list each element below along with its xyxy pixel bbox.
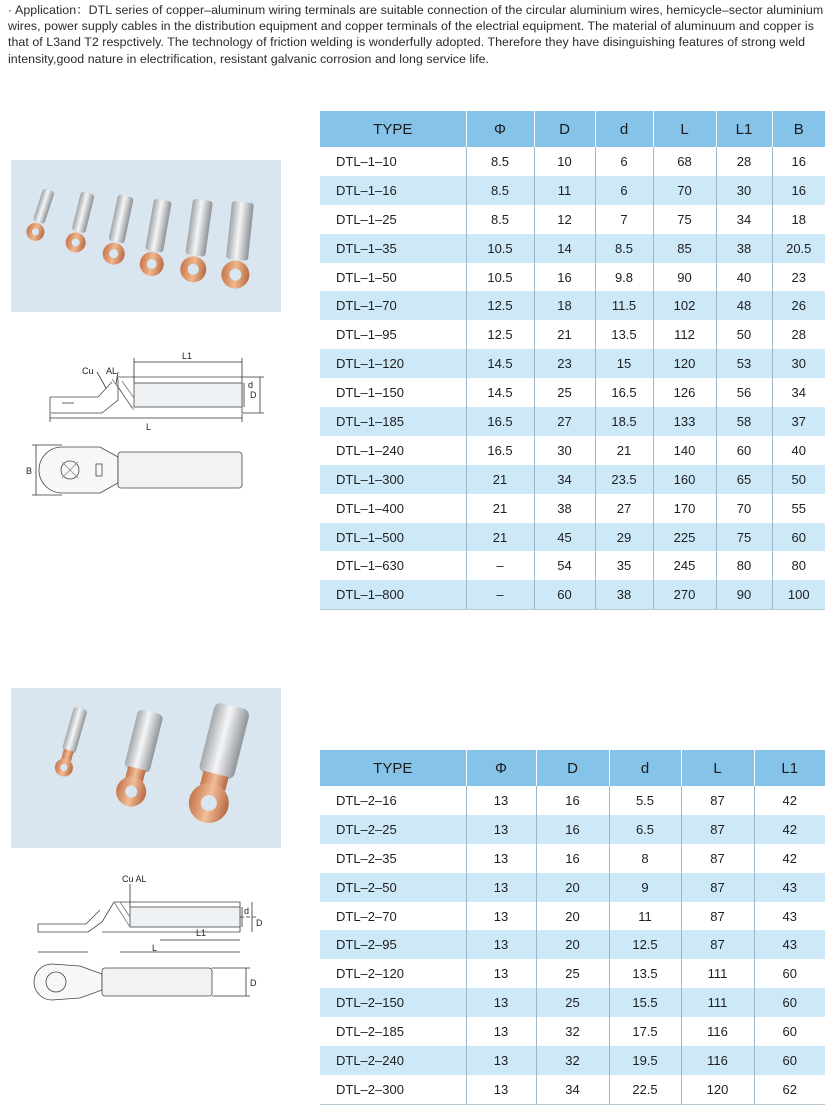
- table-row: [320, 815, 825, 844]
- table-row: [320, 551, 825, 580]
- terminal-medium: [113, 708, 166, 809]
- type-cell: DTL–2–25: [320, 815, 466, 844]
- value-cell: 8.5: [595, 234, 653, 263]
- value-cell: 13: [466, 815, 536, 844]
- value-cell: 55: [772, 494, 825, 523]
- value-cell: 16: [536, 786, 609, 815]
- type-cell: DTL–1–10: [320, 147, 466, 176]
- product-photo-dtl1: [11, 160, 281, 312]
- column-header: d: [609, 750, 681, 786]
- table-row: [320, 291, 825, 320]
- value-cell: 20.5: [772, 234, 825, 263]
- value-cell: 13: [466, 988, 536, 1017]
- value-cell: 30: [716, 176, 772, 205]
- value-cell: 21: [534, 320, 595, 349]
- table-row: [320, 1075, 825, 1104]
- value-cell: 28: [716, 147, 772, 176]
- type-cell: DTL–1–25: [320, 205, 466, 234]
- value-cell: 133: [653, 407, 716, 436]
- value-cell: 13: [466, 930, 536, 959]
- value-cell: 34: [716, 205, 772, 234]
- value-cell: 8.5: [466, 205, 534, 234]
- value-cell: 21: [466, 465, 534, 494]
- value-cell: 60: [754, 1046, 825, 1075]
- table-row: [320, 988, 825, 1017]
- value-cell: 120: [681, 1075, 754, 1104]
- label-d-small: d: [248, 380, 254, 390]
- value-cell: 102: [653, 291, 716, 320]
- label-b: B: [26, 466, 33, 476]
- value-cell: 87: [681, 786, 754, 815]
- value-cell: 43: [754, 873, 825, 902]
- value-cell: 25: [534, 378, 595, 407]
- label-al: AL: [106, 366, 118, 376]
- column-header: Φ: [466, 111, 534, 147]
- value-cell: 20: [536, 873, 609, 902]
- table-row: [320, 902, 825, 931]
- value-cell: 13.5: [609, 959, 681, 988]
- label-d-big: D: [250, 390, 257, 400]
- value-cell: 126: [653, 378, 716, 407]
- value-cell: 21: [466, 494, 534, 523]
- value-cell: 13: [466, 1046, 536, 1075]
- value-cell: 9.8: [595, 263, 653, 292]
- type-cell: DTL–2–240: [320, 1046, 466, 1075]
- value-cell: 62: [754, 1075, 825, 1104]
- value-cell: 30: [772, 349, 825, 378]
- value-cell: 23.5: [595, 465, 653, 494]
- value-cell: 11: [534, 176, 595, 205]
- type-cell: DTL–1–50: [320, 263, 466, 292]
- value-cell: 87: [681, 873, 754, 902]
- terminal-5: [179, 198, 216, 284]
- value-cell: 40: [716, 263, 772, 292]
- value-cell: 11.5: [595, 291, 653, 320]
- value-cell: 29: [595, 523, 653, 552]
- value-cell: 8.5: [466, 176, 534, 205]
- table-row: [320, 580, 825, 609]
- type-cell: DTL–2–16: [320, 786, 466, 815]
- column-header: L: [681, 750, 754, 786]
- table-header-row: [320, 111, 825, 147]
- value-cell: 5.5: [609, 786, 681, 815]
- column-header: L1: [754, 750, 825, 786]
- value-cell: 70: [653, 176, 716, 205]
- value-cell: 32: [536, 1046, 609, 1075]
- table-row: [320, 147, 825, 176]
- table-row: [320, 1046, 825, 1075]
- value-cell: 16: [534, 263, 595, 292]
- type-cell: DTL–2–300: [320, 1075, 466, 1104]
- type-cell: DTL–1–800: [320, 580, 466, 609]
- value-cell: 50: [716, 320, 772, 349]
- value-cell: 14: [534, 234, 595, 263]
- terminal-1: [24, 187, 57, 243]
- value-cell: 21: [466, 523, 534, 552]
- technical-drawing-dtl2: [30, 872, 280, 1020]
- value-cell: 13: [466, 844, 536, 873]
- value-cell: 116: [681, 1017, 754, 1046]
- type-cell: DTL–2–150: [320, 988, 466, 1017]
- top-view: [32, 445, 242, 495]
- table-row: [320, 494, 825, 523]
- table-row: [320, 436, 825, 465]
- value-cell: 40: [772, 436, 825, 465]
- value-cell: 65: [716, 465, 772, 494]
- value-cell: 38: [716, 234, 772, 263]
- table-row: [320, 465, 825, 494]
- value-cell: 9: [609, 873, 681, 902]
- value-cell: 6.5: [609, 815, 681, 844]
- label-l: L: [152, 943, 158, 953]
- value-cell: 42: [754, 815, 825, 844]
- value-cell: 30: [534, 436, 595, 465]
- column-header: TYPE: [320, 111, 466, 147]
- value-cell: 245: [653, 551, 716, 580]
- value-cell: 25: [536, 959, 609, 988]
- table-row: [320, 205, 825, 234]
- table-row: [320, 407, 825, 436]
- type-cell: DTL–1–185: [320, 407, 466, 436]
- column-header: B: [772, 111, 825, 147]
- front-view: [34, 964, 250, 1000]
- value-cell: 27: [534, 407, 595, 436]
- value-cell: 225: [653, 523, 716, 552]
- value-cell: 23: [534, 349, 595, 378]
- value-cell: 27: [595, 494, 653, 523]
- value-cell: 15.5: [609, 988, 681, 1017]
- value-cell: 34: [536, 1075, 609, 1104]
- value-cell: 90: [653, 263, 716, 292]
- value-cell: 32: [536, 1017, 609, 1046]
- label-l1: L1: [196, 928, 207, 938]
- type-cell: DTL–2–50: [320, 873, 466, 902]
- value-cell: 13: [466, 959, 536, 988]
- type-cell: DTL–1–500: [320, 523, 466, 552]
- value-cell: 15: [595, 349, 653, 378]
- value-cell: 43: [754, 902, 825, 931]
- type-cell: DTL–1–70: [320, 291, 466, 320]
- value-cell: 68: [653, 147, 716, 176]
- value-cell: 116: [681, 1046, 754, 1075]
- table-row: [320, 320, 825, 349]
- value-cell: 54: [534, 551, 595, 580]
- value-cell: 90: [716, 580, 772, 609]
- column-header: Φ: [466, 750, 536, 786]
- value-cell: 12.5: [466, 320, 534, 349]
- type-cell: DTL–1–16: [320, 176, 466, 205]
- value-cell: 75: [653, 205, 716, 234]
- label-d-big: D: [256, 918, 263, 928]
- terminal-4: [138, 198, 175, 278]
- value-cell: 8.5: [466, 147, 534, 176]
- terminal-6: [220, 201, 257, 290]
- type-cell: DTL–2–185: [320, 1017, 466, 1046]
- terminal-2: [64, 191, 98, 255]
- application-text: Application：DTL series of copper–aluminum wiring terminals are suitable connection of the circular aluminium wires, hemicycle–sector aluminium wires, power supply cables in the distribution equipment and copper terminals of the electrial equipment. The material of aluminuum and copper is that of L3and T2 respctively. The technology of friction welding is wonderfully adopted. Therefore they have disinguishing features of strong weld intensity,good nature in electrification, resistant galvanic corrosion and long service life.: [8, 3, 824, 66]
- value-cell: 16.5: [595, 378, 653, 407]
- value-cell: 12.5: [609, 930, 681, 959]
- spec-table-dtl1: [320, 111, 825, 610]
- value-cell: 42: [754, 786, 825, 815]
- value-cell: 48: [716, 291, 772, 320]
- value-cell: 6: [595, 147, 653, 176]
- type-cell: DTL–1–95: [320, 320, 466, 349]
- value-cell: –: [466, 551, 534, 580]
- value-cell: 13: [466, 1017, 536, 1046]
- value-cell: 20: [536, 902, 609, 931]
- value-cell: 14.5: [466, 378, 534, 407]
- table-row: [320, 873, 825, 902]
- column-header: TYPE: [320, 750, 466, 786]
- value-cell: 80: [772, 551, 825, 580]
- table-row: [320, 349, 825, 378]
- value-cell: 16.5: [466, 436, 534, 465]
- type-cell: DTL–1–150: [320, 378, 466, 407]
- value-cell: 28: [772, 320, 825, 349]
- value-cell: 170: [653, 494, 716, 523]
- table-row: [320, 786, 825, 815]
- value-cell: 21: [595, 436, 653, 465]
- column-header: d: [595, 111, 653, 147]
- value-cell: 53: [716, 349, 772, 378]
- value-cell: 34: [772, 378, 825, 407]
- value-cell: 60: [754, 988, 825, 1017]
- value-cell: 112: [653, 320, 716, 349]
- value-cell: 16: [536, 815, 609, 844]
- column-header: D: [536, 750, 609, 786]
- label-d-front: D: [250, 978, 257, 988]
- type-cell: DTL–1–630: [320, 551, 466, 580]
- value-cell: 270: [653, 580, 716, 609]
- technical-drawing-dtl1: [22, 340, 282, 500]
- table-row: [320, 959, 825, 988]
- terminal-small: [53, 706, 90, 779]
- terminal-large: [185, 701, 253, 827]
- value-cell: 75: [716, 523, 772, 552]
- value-cell: 80: [716, 551, 772, 580]
- value-cell: 25: [536, 988, 609, 1017]
- value-cell: 14.5: [466, 349, 534, 378]
- value-cell: 85: [653, 234, 716, 263]
- value-cell: 26: [772, 291, 825, 320]
- value-cell: 60: [754, 1017, 825, 1046]
- type-cell: DTL–1–35: [320, 234, 466, 263]
- value-cell: 13: [466, 786, 536, 815]
- value-cell: 87: [681, 902, 754, 931]
- value-cell: –: [466, 580, 534, 609]
- table-row: [320, 234, 825, 263]
- value-cell: 60: [534, 580, 595, 609]
- table-row: [320, 1017, 825, 1046]
- table-header-row: [320, 750, 825, 786]
- value-cell: 11: [609, 902, 681, 931]
- value-cell: 13: [466, 902, 536, 931]
- value-cell: 50: [772, 465, 825, 494]
- table-row: [320, 263, 825, 292]
- bullet: ·: [8, 3, 13, 17]
- value-cell: 56: [716, 378, 772, 407]
- value-cell: 10: [534, 147, 595, 176]
- value-cell: 19.5: [609, 1046, 681, 1075]
- value-cell: 87: [681, 844, 754, 873]
- type-cell: DTL–1–300: [320, 465, 466, 494]
- column-header: D: [534, 111, 595, 147]
- type-cell: DTL–2–35: [320, 844, 466, 873]
- value-cell: 58: [716, 407, 772, 436]
- value-cell: 16: [772, 176, 825, 205]
- value-cell: 35: [595, 551, 653, 580]
- type-cell: DTL–1–400: [320, 494, 466, 523]
- value-cell: 16: [772, 147, 825, 176]
- type-cell: DTL–1–120: [320, 349, 466, 378]
- value-cell: 13: [466, 1075, 536, 1104]
- value-cell: 87: [681, 930, 754, 959]
- table-row: [320, 523, 825, 552]
- value-cell: 22.5: [609, 1075, 681, 1104]
- value-cell: 18: [534, 291, 595, 320]
- value-cell: 12: [534, 205, 595, 234]
- value-cell: 17.5: [609, 1017, 681, 1046]
- value-cell: 160: [653, 465, 716, 494]
- label-cu: Cu: [82, 366, 94, 376]
- value-cell: 18: [772, 205, 825, 234]
- value-cell: 16: [536, 844, 609, 873]
- value-cell: 12.5: [466, 291, 534, 320]
- value-cell: 42: [754, 844, 825, 873]
- value-cell: 23: [772, 263, 825, 292]
- value-cell: 16.5: [466, 407, 534, 436]
- side-view: [38, 884, 256, 952]
- product-photo-dtl2: [11, 688, 281, 848]
- type-cell: DTL–2–95: [320, 930, 466, 959]
- value-cell: 60: [716, 436, 772, 465]
- type-cell: DTL–2–70: [320, 902, 466, 931]
- column-header: L1: [716, 111, 772, 147]
- terminal-3: [101, 194, 137, 267]
- value-cell: 8: [609, 844, 681, 873]
- value-cell: 34: [534, 465, 595, 494]
- value-cell: 43: [754, 930, 825, 959]
- value-cell: 45: [534, 523, 595, 552]
- table-row: [320, 930, 825, 959]
- value-cell: 13: [466, 873, 536, 902]
- type-cell: DTL–1–240: [320, 436, 466, 465]
- table-row: [320, 176, 825, 205]
- value-cell: 18.5: [595, 407, 653, 436]
- application-description: [8, 2, 826, 67]
- value-cell: 38: [595, 580, 653, 609]
- value-cell: 10.5: [466, 234, 534, 263]
- value-cell: 60: [772, 523, 825, 552]
- table-row: [320, 378, 825, 407]
- value-cell: 60: [754, 959, 825, 988]
- value-cell: 10.5: [466, 263, 534, 292]
- value-cell: 20: [536, 930, 609, 959]
- value-cell: 100: [772, 580, 825, 609]
- value-cell: 111: [681, 959, 754, 988]
- value-cell: 140: [653, 436, 716, 465]
- value-cell: 87: [681, 815, 754, 844]
- value-cell: 38: [534, 494, 595, 523]
- label-l1: L1: [182, 351, 193, 361]
- type-cell: DTL–2–120: [320, 959, 466, 988]
- column-header: L: [653, 111, 716, 147]
- value-cell: 6: [595, 176, 653, 205]
- value-cell: 7: [595, 205, 653, 234]
- label-cu-al: Cu AL: [122, 874, 147, 884]
- table-row: [320, 844, 825, 873]
- label-l: L: [146, 422, 152, 432]
- value-cell: 37: [772, 407, 825, 436]
- value-cell: 120: [653, 349, 716, 378]
- value-cell: 111: [681, 988, 754, 1017]
- value-cell: 70: [716, 494, 772, 523]
- value-cell: 13.5: [595, 320, 653, 349]
- spec-table-dtl2: [320, 750, 825, 1105]
- label-d-small: d: [244, 906, 250, 916]
